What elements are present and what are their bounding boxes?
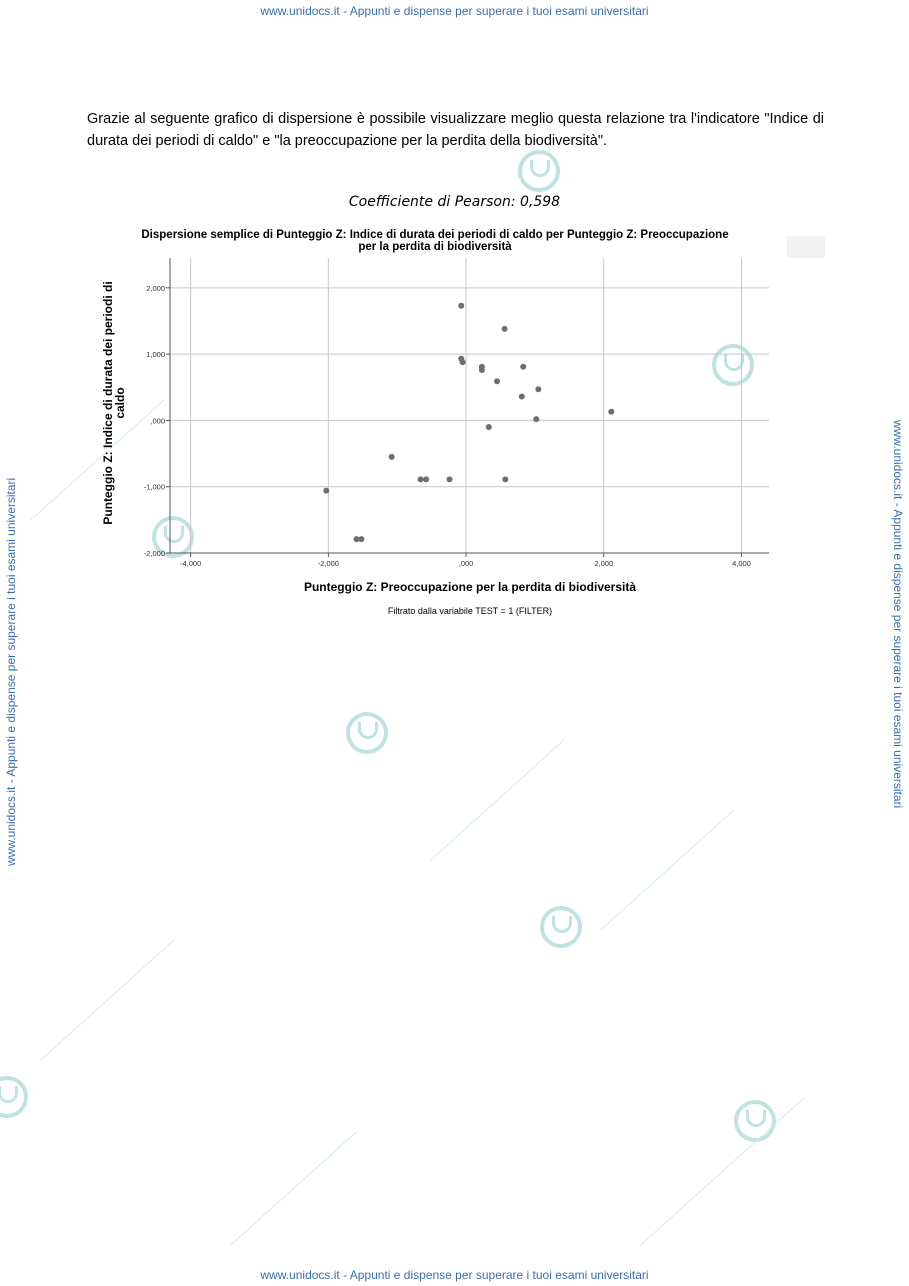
- x-tick-label: -4,000: [180, 559, 202, 568]
- data-point: [447, 476, 453, 482]
- side-watermark-right: www.unidocs.it - Appunti e dispense per superare i tuoi esami universitari: [891, 420, 905, 809]
- data-points: [323, 303, 614, 542]
- data-point: [494, 378, 500, 384]
- y-axis-label-line-2: caldo: [113, 387, 127, 419]
- data-point: [418, 476, 424, 482]
- x-tick-label: 4,000: [732, 559, 751, 568]
- data-point: [358, 536, 364, 542]
- intro-paragraph: Grazie al seguente grafico di dispersione è possibile visualizzare meglio questa relazione tra l'indicatore "Indice di durata dei periodi di caldo" e "la preoccupazione per la perdita della biodiversità".: [87, 111, 824, 149]
- data-point: [389, 454, 395, 460]
- data-point: [520, 364, 526, 370]
- page-footer: www.unidocs.it - Appunti e dispense per superare i tuoi esami universitari: [260, 1268, 649, 1282]
- watermark-logo-icon: [0, 1076, 28, 1118]
- data-point: [486, 424, 492, 430]
- chart-title-line-1: Dispersione semplice di Punteggio Z: Indice di durata dei periodi di caldo per Punteggio Z: Preoccupazione: [141, 229, 729, 241]
- watermark-logo-icon: [734, 1100, 776, 1142]
- axes: [166, 258, 769, 557]
- page-header: www.unidocs.it - Appunti e dispense per superare i tuoi esami universitari: [260, 4, 649, 18]
- data-point: [608, 409, 614, 415]
- data-point: [502, 476, 508, 482]
- watermark-logo-icon: [346, 712, 388, 754]
- watermark-line: [600, 810, 734, 931]
- watermark-line: [430, 740, 564, 861]
- data-point: [533, 416, 539, 422]
- watermark-line: [40, 940, 174, 1061]
- filter-note: Filtrato dalla variabile TEST = 1 (FILTER): [387, 606, 553, 616]
- data-point: [479, 367, 485, 373]
- chart-title-line-2: per la perdita di biodiversità: [358, 241, 512, 253]
- y-axis-label-line-1: Punteggio Z: Indice di durata dei periodi di: [101, 281, 115, 525]
- grid-lines: [170, 258, 769, 553]
- y-tick-label: -1,000: [143, 482, 165, 492]
- x-tick-label: 2,000: [594, 559, 614, 568]
- y-tick-label: ,000: [150, 416, 165, 426]
- data-point: [423, 476, 429, 482]
- data-point: [460, 359, 466, 365]
- y-axis-label: [102, 268, 126, 538]
- watermark-line: [230, 1131, 357, 1245]
- data-point: [535, 386, 541, 392]
- tick-labels: [144, 284, 751, 568]
- data-point: [502, 326, 508, 332]
- pearson-coefficient: Coefficiente di Pearson: 0,598: [348, 194, 561, 210]
- side-watermark-left: www.unidocs.it - Appunti e dispense per superare i tuoi esami universitari: [4, 477, 18, 866]
- y-tick-label: -2,000: [143, 549, 165, 558]
- data-point: [519, 394, 525, 400]
- y-tick-label: 2,000: [146, 283, 165, 293]
- data-point: [458, 303, 464, 309]
- data-point: [323, 488, 329, 494]
- watermark-logo-icon: [540, 906, 582, 948]
- watermark-line: [640, 1098, 804, 1246]
- x-axis-label: Punteggio Z: Preoccupazione per la perdita di biodiversità: [303, 580, 637, 594]
- x-tick-label: -2,000: [317, 559, 339, 568]
- x-tick-label: ,000: [458, 559, 474, 568]
- y-tick-label: 1,000: [146, 350, 165, 360]
